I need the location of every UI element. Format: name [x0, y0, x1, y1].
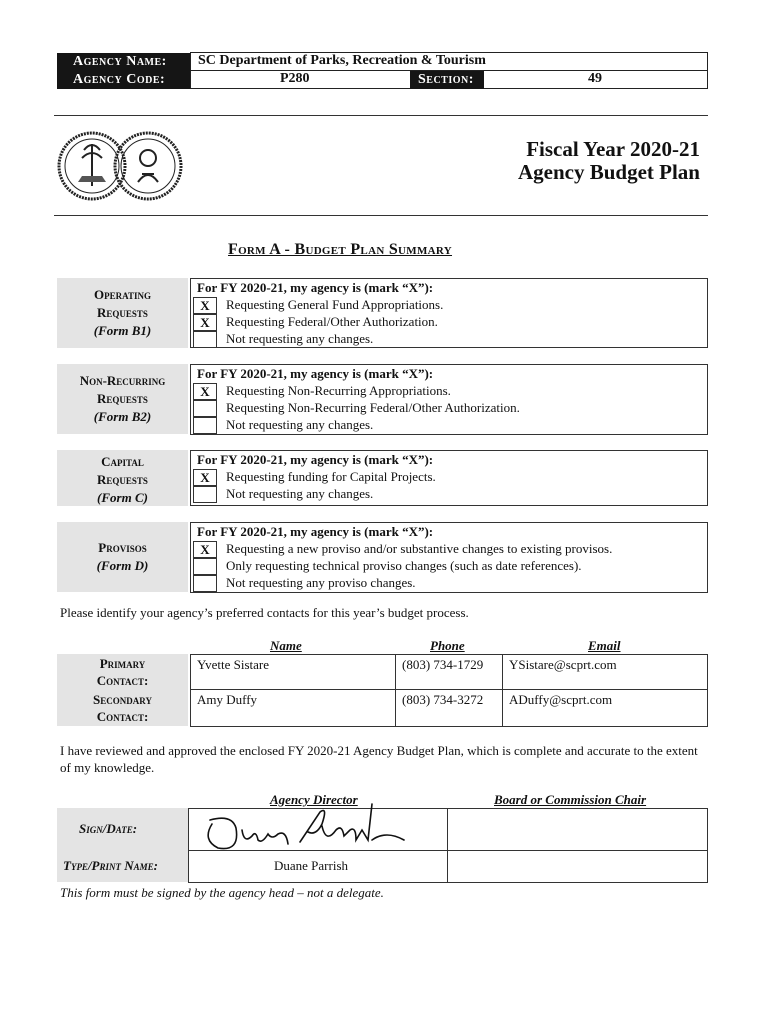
type-print-label: Type/Print Name: — [57, 850, 188, 882]
nonrecurring-heading: For FY 2020-21, my agency is (mark “X”): — [197, 366, 434, 381]
board-signature-cell[interactable] — [447, 808, 708, 851]
provisos-check-1[interactable]: X — [193, 541, 217, 558]
capital-heading: For FY 2020-21, my agency is (mark “X”): — [197, 452, 434, 467]
secondary-name[interactable]: Amy Duffy — [190, 689, 396, 727]
secondary-email[interactable]: ADuffy@scprt.com — [502, 689, 708, 727]
col-email-head: Email — [588, 638, 621, 653]
agency-code-value: P280 — [280, 71, 310, 86]
provisos-heading: For FY 2020-21, my agency is (mark “X”): — [197, 524, 434, 539]
top-rule — [54, 115, 708, 116]
section-value: 49 — [588, 71, 602, 86]
provisos-label: Provisos (Form D) — [57, 522, 188, 592]
printed-name: Duane Parrish — [274, 858, 349, 873]
col-name-head: Name — [270, 638, 302, 653]
col-phone-head: Phone — [430, 638, 465, 653]
nonrecurring-label: Non-Recurring Requests (Form B2) — [57, 364, 188, 434]
primary-contact-label: Primary Contact: — [57, 654, 188, 690]
board-name-cell[interactable] — [447, 850, 708, 883]
handwritten-signature — [196, 800, 416, 860]
operating-heading: For FY 2020-21, my agency is (mark “X”): — [197, 280, 434, 295]
operating-check-3[interactable] — [193, 331, 217, 348]
state-seal-icon — [56, 120, 184, 212]
nonrecurring-check-1[interactable]: X — [193, 383, 217, 400]
capital-option-2: Not requesting any changes. — [226, 486, 374, 501]
nonrecurring-check-2[interactable] — [193, 400, 217, 417]
provisos-check-2[interactable] — [193, 558, 217, 575]
form-title: Form A - Budget Plan Summary — [228, 241, 453, 258]
title-line-2: Agency Budget Plan — [517, 160, 700, 184]
sign-date-label: Sign/Date: — [57, 808, 188, 850]
operating-option-3: Not requesting any changes. — [226, 331, 374, 346]
contacts-intro: Please identify your agency’s preferred contacts for this year’s budget process. — [60, 605, 469, 620]
operating-check-1[interactable]: X — [193, 297, 217, 314]
nonrecurring-check-3[interactable] — [193, 417, 217, 434]
primary-phone[interactable]: (803) 734-1729 — [395, 654, 503, 690]
nonrecurring-option-3: Not requesting any changes. — [226, 417, 374, 432]
agency-director-head: Agency Director — [270, 792, 358, 807]
operating-check-2[interactable]: X — [193, 314, 217, 331]
capital-check-2[interactable] — [193, 486, 217, 503]
title-line-1: Fiscal Year 2020-21 — [526, 137, 700, 161]
nonrecurring-option-2: Requesting Non-Recurring Federal/Other Authorization. — [226, 400, 520, 415]
secondary-phone[interactable]: (803) 734-3272 — [395, 689, 503, 727]
operating-option-2: Requesting Federal/Other Authorization. — [226, 314, 438, 329]
certification-text: I have reviewed and approved the enclosed FY 2020-21 Agency Budget Plan, which is complete and accurate to the extent of my knowledge. — [60, 743, 698, 775]
provisos-option-3: Not requesting any proviso changes. — [226, 575, 416, 590]
agency-code-label: Agency Code: — [57, 71, 190, 89]
bottom-rule — [54, 215, 708, 216]
provisos-option-2: Only requesting technical proviso changes (such as date references). — [226, 558, 582, 573]
operating-option-1: Requesting General Fund Appropriations. — [226, 297, 444, 312]
operating-label: Operating Requests (Form B1) — [57, 278, 188, 348]
agency-name-label: Agency Name: — [57, 53, 190, 71]
secondary-contact-label: Secondary Contact: — [57, 690, 188, 726]
signature-footnote: This form must be signed by the agency head – not a delegate. — [60, 885, 384, 900]
capital-check-1[interactable]: X — [193, 469, 217, 486]
primary-name[interactable]: Yvette Sistare — [190, 654, 396, 690]
provisos-option-1: Requesting a new proviso and/or substantive changes to existing provisos. — [226, 541, 613, 556]
agency-name-value: SC Department of Parks, Recreation & Tourism — [198, 53, 486, 68]
provisos-check-3[interactable] — [193, 575, 217, 592]
board-chair-head: Board or Commission Chair — [494, 792, 647, 807]
section-label: Section: — [410, 71, 484, 89]
capital-label: Capital Requests (Form C) — [57, 450, 188, 506]
capital-option-1: Requesting funding for Capital Projects. — [226, 469, 436, 484]
primary-email[interactable]: YSistare@scprt.com — [502, 654, 708, 690]
nonrecurring-option-1: Requesting Non-Recurring Appropriations. — [226, 383, 451, 398]
